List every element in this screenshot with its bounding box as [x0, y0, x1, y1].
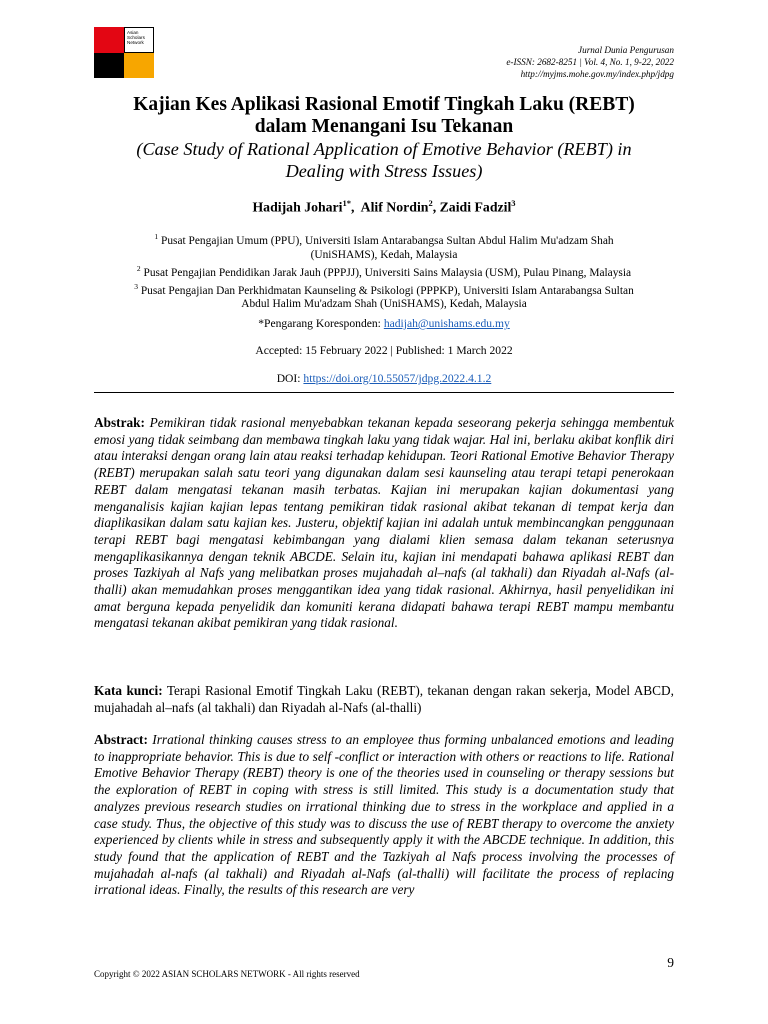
- journal-url: http://myjms.mohe.gov.my/index.php/jdpg: [520, 69, 674, 79]
- doi-label: DOI:: [276, 372, 304, 385]
- abstrak-text: Pemikiran tidak rasional menyebabkan tekanan kepada seseorang pekerja sehingga membentuk emosi yang tidak seimbang dan membawa tingkah laku yang tidak wajar. Hal ini, berlaku akibat konflik diri atau interaksi dengan orang lain atau reaksi terhadap kehidupan. Teori Rational Emotive Behavior Therapy (REBT) merupakan salah satu teori yang digunakan dalam sesi kaunseling atau terapi tetapi penerokaan REBT dalam mengatasi tekanan masih terbatas. Kajian ini merupakan kajian dokumentasi yang menganalisis kajian kajian lepas tentang pemikiran tidak rasional akibat tekanan di tempat kerja dan diaplikasikan dalam satu kajian kes. Justeru, objektif kajian ini adalah untuk membincangkan penggunaan terapi REBT bagi mengatasi kebimbangan yang dialami klien semasa dalam tekanan seterusnya mengaplikasikannya dengan teknik ABCDE. Selain itu, kajian ini mendapati bahawa aplikasi REBT dan proses Tazkiyah al Nafs yang melibatkan proses mujahadah al–nafs (al takhali) dan Riyadah al-Nafs (al-thalli) akan memudahkan proses menggantikan idea yang tidak rasional. Akhirnya, hasil penyelidikan ini amat berguna kepada penyelidik dan komuniti kerana didapati bahawa terapi REBT mampu membantu mengatasi tekanan akibat pemikiran yang tidak rasional.: [94, 415, 675, 631]
- abstrak-paragraph: [94, 415, 674, 632]
- affiliations: [94, 230, 674, 311]
- logo-black-block: [94, 53, 124, 79]
- journal-name: Jurnal Dunia Pengurusan: [578, 45, 674, 55]
- kata-kunci-text: Terapi Rasional Emotif Tingkah Laku (REBT), tekanan dengan rakan sekerja, Model ABCD, mujahadah al–nafs (al takhali) dan Riyadah al-Nafs (al-thalli): [94, 683, 674, 715]
- title-block: [94, 94, 674, 182]
- affiliation-sup: 3: [134, 281, 138, 291]
- author-sup: 2: [428, 198, 433, 208]
- author-sup: 3: [511, 198, 516, 208]
- author-list: Hadijah Johari$^{1*}$, Alif Nordin$^2$, Zaidi Fadzil$^3$: [252, 198, 516, 215]
- author-sup: 1*: [342, 198, 352, 208]
- logo-white-block: [124, 27, 154, 53]
- kata-kunci-paragraph: [94, 683, 674, 716]
- doi: [94, 372, 674, 385]
- page-number: 9: [667, 955, 674, 970]
- affiliation-1-line2: (UniSHAMS), Kedah, Malaysia: [310, 248, 458, 261]
- author-name: Zaidi Fadzil: [439, 199, 512, 215]
- copyright: Copyright © 2022 ASIAN SCHOLARS NETWORK - All rights reserved: [94, 969, 360, 979]
- paper-title-english-line2: Dealing with Stress Issues): [285, 161, 483, 181]
- section-divider: [94, 392, 674, 393]
- abstract-paragraph: [94, 732, 674, 899]
- author-name: Hadijah Johari: [252, 199, 343, 215]
- affiliation-sup: 1: [154, 232, 159, 241]
- abstrak-label: Abstrak:: [94, 415, 145, 430]
- logo-red-block: [94, 27, 124, 53]
- journal-issn: e-ISSN: 2682-8251 | Vol. 4, No. 1, 9-22, 2022: [506, 57, 674, 67]
- publication-dates: Accepted: 15 February 2022 | Published: 1 March 2022: [255, 344, 513, 357]
- publisher-logo: [94, 27, 154, 78]
- affiliation-sup: 2: [136, 263, 141, 273]
- affiliation-2-line1: $^2$ Pusat Pengajian Pendidikan Jarak Jauh (PPPJJ), Universiti Sains Malaysia (USM), Pulau Pinang, Malaysia: [136, 263, 632, 279]
- paper-title-line2: dalam Menangani Isu Tekanan: [254, 116, 514, 137]
- correspondence-label: *Pengarang Koresponden:: [258, 317, 384, 330]
- logo-text: Asian Scholars Network: [127, 30, 145, 46]
- correspondence: [94, 317, 674, 330]
- affiliation-3-line1: $^3$ Pusat Pengajian Dan Perkhidmatan Kaunseling & Psikologi (PPPKP), Universiti Islam Antarabangsa Sultan: [134, 281, 634, 297]
- paper-title-english-line1: (Case Study of Rational Application of Emotive Behavior (REBT) in: [136, 139, 632, 159]
- author-name: Alif Nordin: [360, 199, 429, 215]
- abstract-label: Abstract:: [94, 732, 148, 747]
- journal-info: [506, 44, 674, 80]
- paper-title-line1: Kajian Kes Aplikasi Rasional Emotif Tingkah Laku (REBT): [133, 94, 635, 115]
- abstract-text: Irrational thinking causes stress to an employee thus forming unbalanced emotions and leading to inappropriate behavior. This is due to self -conflict or interaction with others or reactions to life. Rational Emotive Behavior Therapy (REBT) theory is one of the theories used in counseling or therapy sessions but the exploration of REBT in coping with stress is still limited. This study is a documentation study that analyzes previous research studies on irrational thinking due to stress in the workplace and applied in a case study. Thus, the objective of this study was to discuss the use of REBT therapy to overcome the anxiety experienced by clients while in stress and subsequently apply it with the ABCDE technique. In addition, this study found that the application of REBT and the Tazkiyah al Nafs process involving the processes of mujahadah al-nafs (al takhali) and Riyadah al-Nafs (al-thalli) will facilitate the process of replacing irrational ideas. Finally, the results of this research are very: [94, 732, 675, 898]
- logo-orange-block: [124, 53, 154, 79]
- doi-link[interactable]: https://doi.org/10.55057/jdpg.2022.4.1.2: [303, 372, 492, 385]
- email-link[interactable]: hadijah@unishams.edu.my: [383, 317, 510, 330]
- kata-kunci-label: Kata kunci:: [94, 683, 163, 698]
- affiliation-3-line2: Abdul Halim Mu'adzam Shah (UniSHAMS), Kedah, Malaysia: [241, 298, 527, 311]
- affiliation-1-line1: $^1$ Pusat Pengajian Umum (PPU), Universiti Islam Antarabangsa Sultan Abdul Halim Mu'adzam Shah: [154, 232, 614, 247]
